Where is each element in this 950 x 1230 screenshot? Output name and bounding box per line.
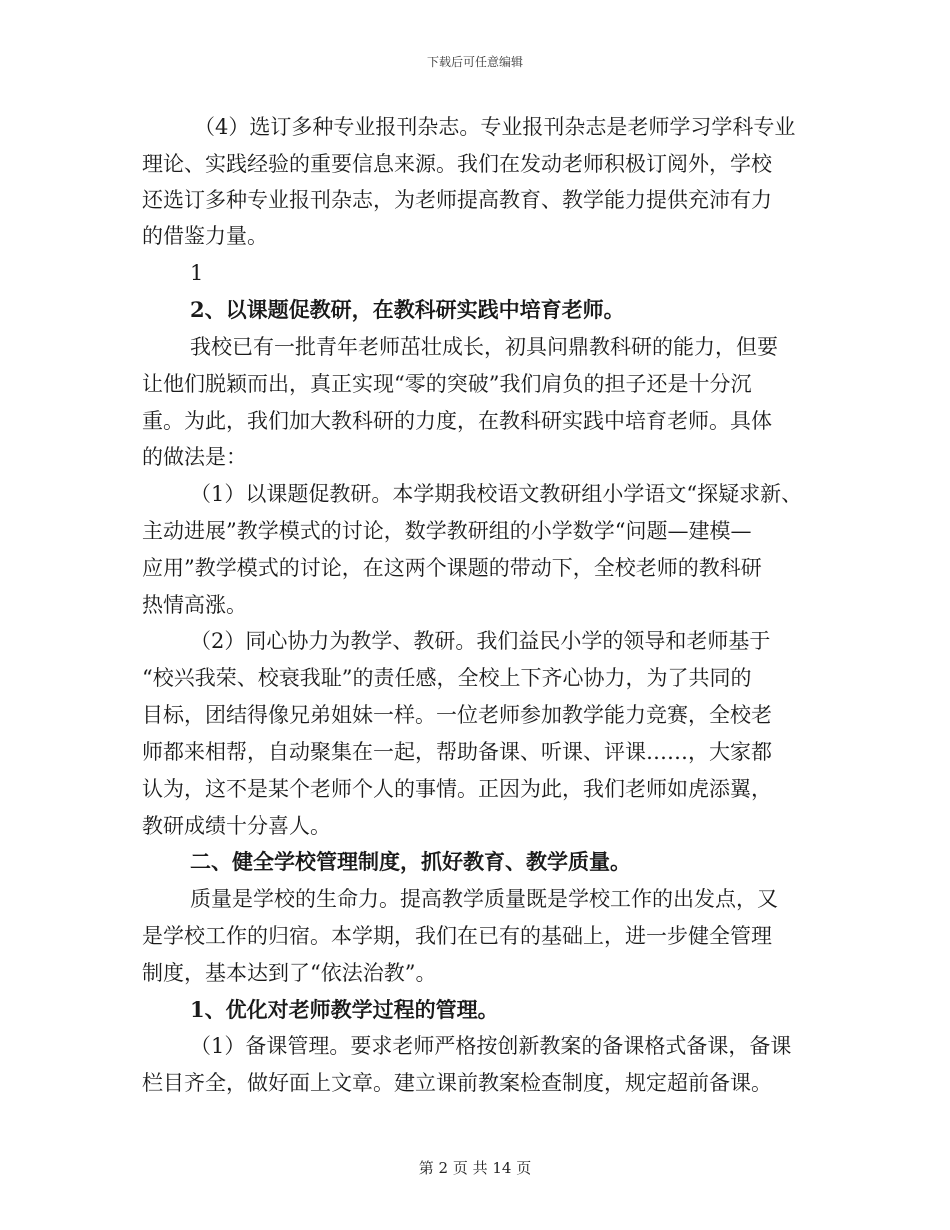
section-heading: 1、优化对老师教学过程的管理。	[190, 997, 499, 1022]
paragraph-line: 目标，团结得像兄弟姐妹一样。一位老师参加教学能力竞赛，全校老	[142, 703, 772, 727]
paragraph-line: 栏目齐全，做好面上文章。建立课前教案检查制度，规定超前备课。	[142, 1071, 772, 1095]
paragraph-line: （2）同心协力为教学、教研。我们益民小学的领导和老师基于	[190, 629, 771, 653]
paragraph-line: 热情高涨。	[142, 593, 247, 617]
paragraph-line: 重。为此，我们加大教科研的力度，在教科研实践中培育老师。具体	[142, 409, 772, 433]
paragraph-line: 应用”教学模式的讨论，在这两个课题的带动下，全校老师的教科研	[142, 556, 762, 580]
page-number: 第 2 页 共 14 页	[418, 1159, 532, 1177]
paragraph-line: 师都来相帮，自动聚集在一起，帮助备课、听课、评课……，大家都	[142, 740, 772, 764]
paragraph-line: 我校已有一批青年老师茁壮成长，初具问鼎教科研的能力，但要	[190, 335, 778, 359]
paragraph-line: 1	[190, 261, 204, 285]
paragraph-line: “校兴我荣、校衰我耻”的责任感，全校上下齐心协力，为了共同的	[142, 666, 752, 690]
page-header: 下载后可任意编辑	[426, 55, 523, 69]
paragraph-line: 的做法是：	[142, 445, 247, 469]
paragraph-line: 主动进展”教学模式的讨论，数学教研组的小学数学“问题—建模—	[142, 519, 752, 543]
paragraph-line: 教研成绩十分喜人。	[142, 814, 331, 838]
paragraph-line: 制度，基本达到了“依法治教”。	[142, 961, 437, 985]
paragraph-line: 认为，这不是某个老师个人的事情。正因为此，我们老师如虎添翼，	[142, 777, 772, 801]
paragraph-line: 还选订多种专业报刊杂志，为老师提高教育、教学能力提供充沛有力	[142, 188, 772, 212]
paragraph-line: 质量是学校的生命力。提高教学质量既是学校工作的出发点，又	[190, 887, 778, 911]
section-heading: 二、健全学校管理制度，抓好教育、教学质量。	[190, 849, 631, 874]
paragraph-line: 是学校工作的归宿。本学期，我们在已有的基础上，进一步健全管理	[142, 924, 772, 948]
section-heading: 2、以课题促教研，在教科研实践中培育老师。	[190, 297, 625, 322]
paragraph-line: 让他们脱颖而出，真正实现“零的突破”我们肩负的担子还是十分沉	[142, 372, 752, 396]
paragraph-line: （1）以课题促教研。本学期我校语文教研组小学语文“探疑求新、	[190, 482, 803, 506]
paragraph-line: （1）备课管理。要求老师严格按创新教案的备课格式备课，备课	[190, 1034, 792, 1058]
paragraph-line: （4）选订多种专业报刊杂志。专业报刊杂志是老师学习学科专业	[194, 115, 796, 139]
paragraph-line: 的借鉴力量。	[142, 224, 268, 248]
paragraph-line: 理论、实践经验的重要信息来源。我们在发动老师积极订阅外，学校	[142, 152, 772, 176]
